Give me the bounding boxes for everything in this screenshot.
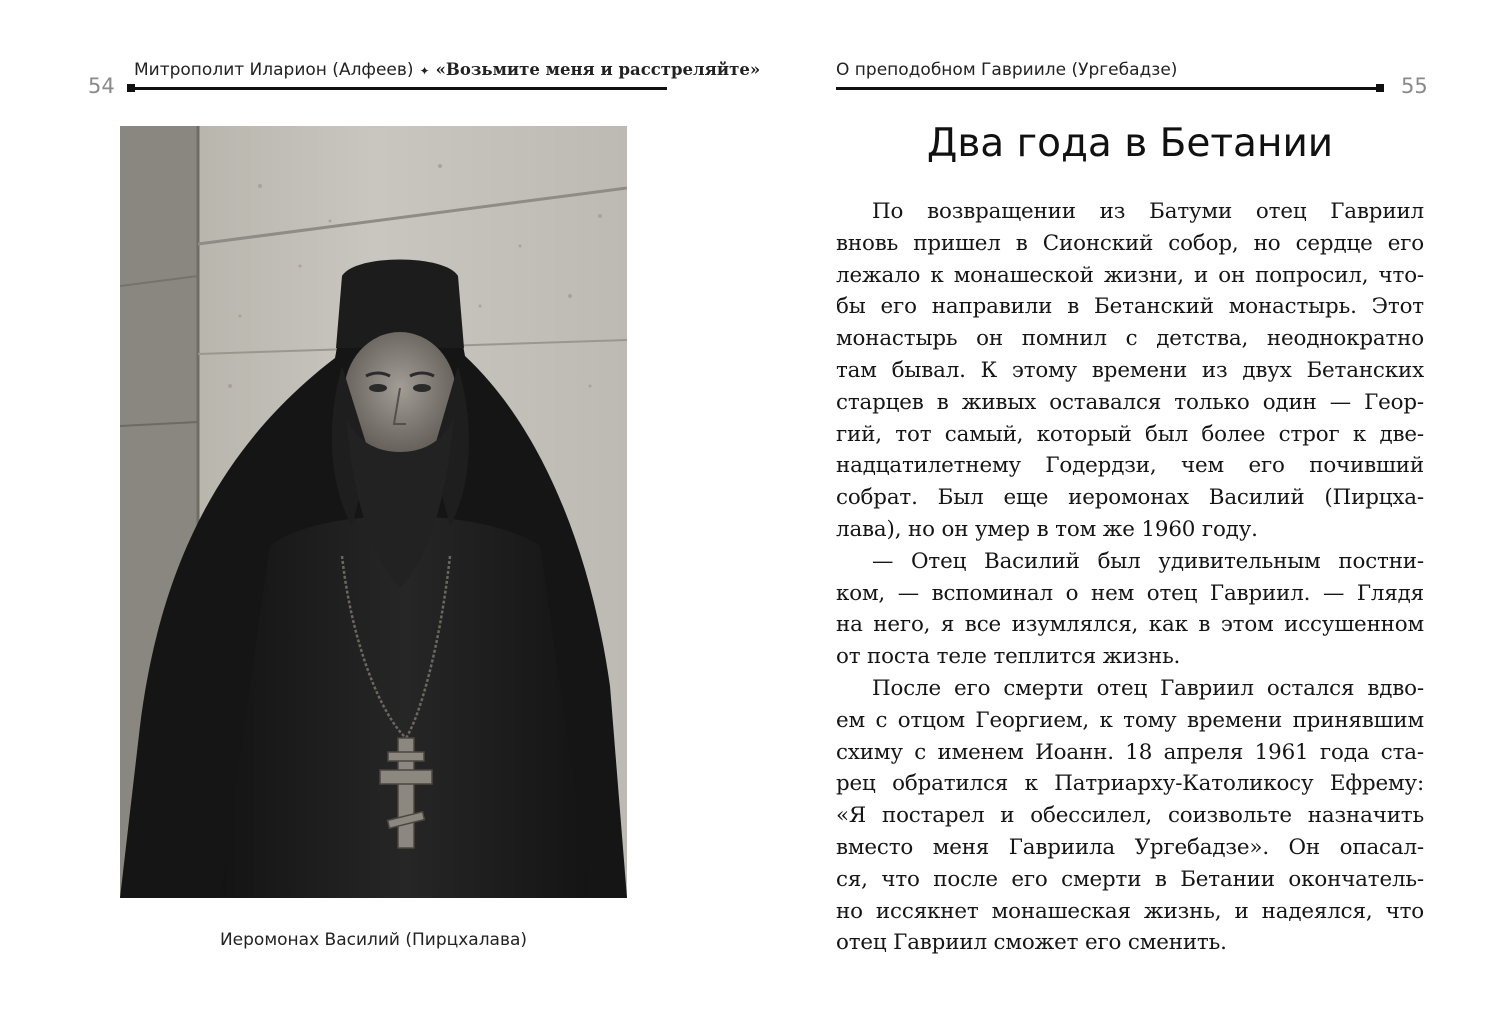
text-line: на него, я все изумлялся, как в этом иссушенном	[836, 612, 1424, 638]
header-author: Митрополит Иларион (Алфеев)	[134, 60, 414, 80]
left-header-rule	[127, 87, 667, 90]
text-line: ком, — вспоминал о нем отец Гавриил. — Глядя	[836, 580, 1424, 606]
text-line: По возвращении из Батуми отец Гавриил	[872, 199, 1424, 224]
header-book-title: «Возьмите меня и расстреляйте»	[435, 60, 761, 79]
text-line: там бывал. К этому времени из двух Бетанских	[836, 357, 1424, 383]
text-line: собрат. Был еще иеромонах Василий (Пирцха-	[836, 485, 1424, 511]
text-line: лава), но он умер в том же 1960 году.	[836, 516, 1258, 542]
text-line: После его смерти отец Гавриил остался вдво-	[872, 675, 1424, 701]
text-line: старцев в живых оставался только один — Геор-	[836, 389, 1424, 415]
text-line: отец Гавриил сможет его сменить.	[836, 930, 1227, 956]
right-page-number: 55	[1401, 74, 1428, 98]
right-running-header: О преподобном Гаврииле (Ургебадзе)	[836, 60, 1178, 80]
text-line: лежало к монашеской жизни, и он попросил, что-	[836, 262, 1424, 288]
text-line: вместо меня Гавриила Ургебадзе». Он опасал-	[836, 834, 1424, 860]
chapter-body	[836, 196, 1424, 959]
text-line: от поста теле теплится жизнь.	[836, 644, 1181, 670]
text-line: бы его направили в Бетанский монастырь. Этот	[836, 294, 1424, 320]
text-line: монастырь он помнил с детства, неоднократно	[836, 326, 1424, 352]
text-line: «Я постарел и обессилел, соизвольте назначить	[836, 803, 1424, 829]
text-line: ем с отцом Георгием, к тому времени принявшим	[836, 707, 1424, 733]
right-header-rule-dot	[1376, 84, 1384, 92]
text-line: надцатилетнему Годердзи, чем его почивший	[836, 453, 1424, 479]
text-line: но иссякнет монашеская жизнь, и надеялся, что	[836, 898, 1424, 924]
chapter-title: Два года в Бетании	[926, 121, 1334, 166]
text-line: рец обратился к Патриарху-Католикосу Ефрему:	[836, 771, 1424, 797]
text-line: гий, тот самый, который был более строг к две-	[836, 421, 1424, 447]
left-page-number: 54	[88, 74, 115, 98]
text-line: — Отец Василий был удивительным постни-	[872, 548, 1424, 574]
text-line: ся, что после его смерти в Бетании окончатель-	[836, 866, 1424, 892]
header-separator: ✦	[419, 64, 430, 78]
text-line: схиму с именем Иоанн. 18 апреля 1961 года ста-	[836, 739, 1424, 765]
text-line: вновь пришел в Сионский собор, но сердце его	[836, 230, 1424, 256]
right-header-rule	[836, 87, 1384, 90]
portrait-photo	[120, 126, 627, 898]
photo-caption: Иеромонах Василий (Пирцхалава)	[219, 930, 528, 950]
left-running-header	[134, 60, 760, 80]
